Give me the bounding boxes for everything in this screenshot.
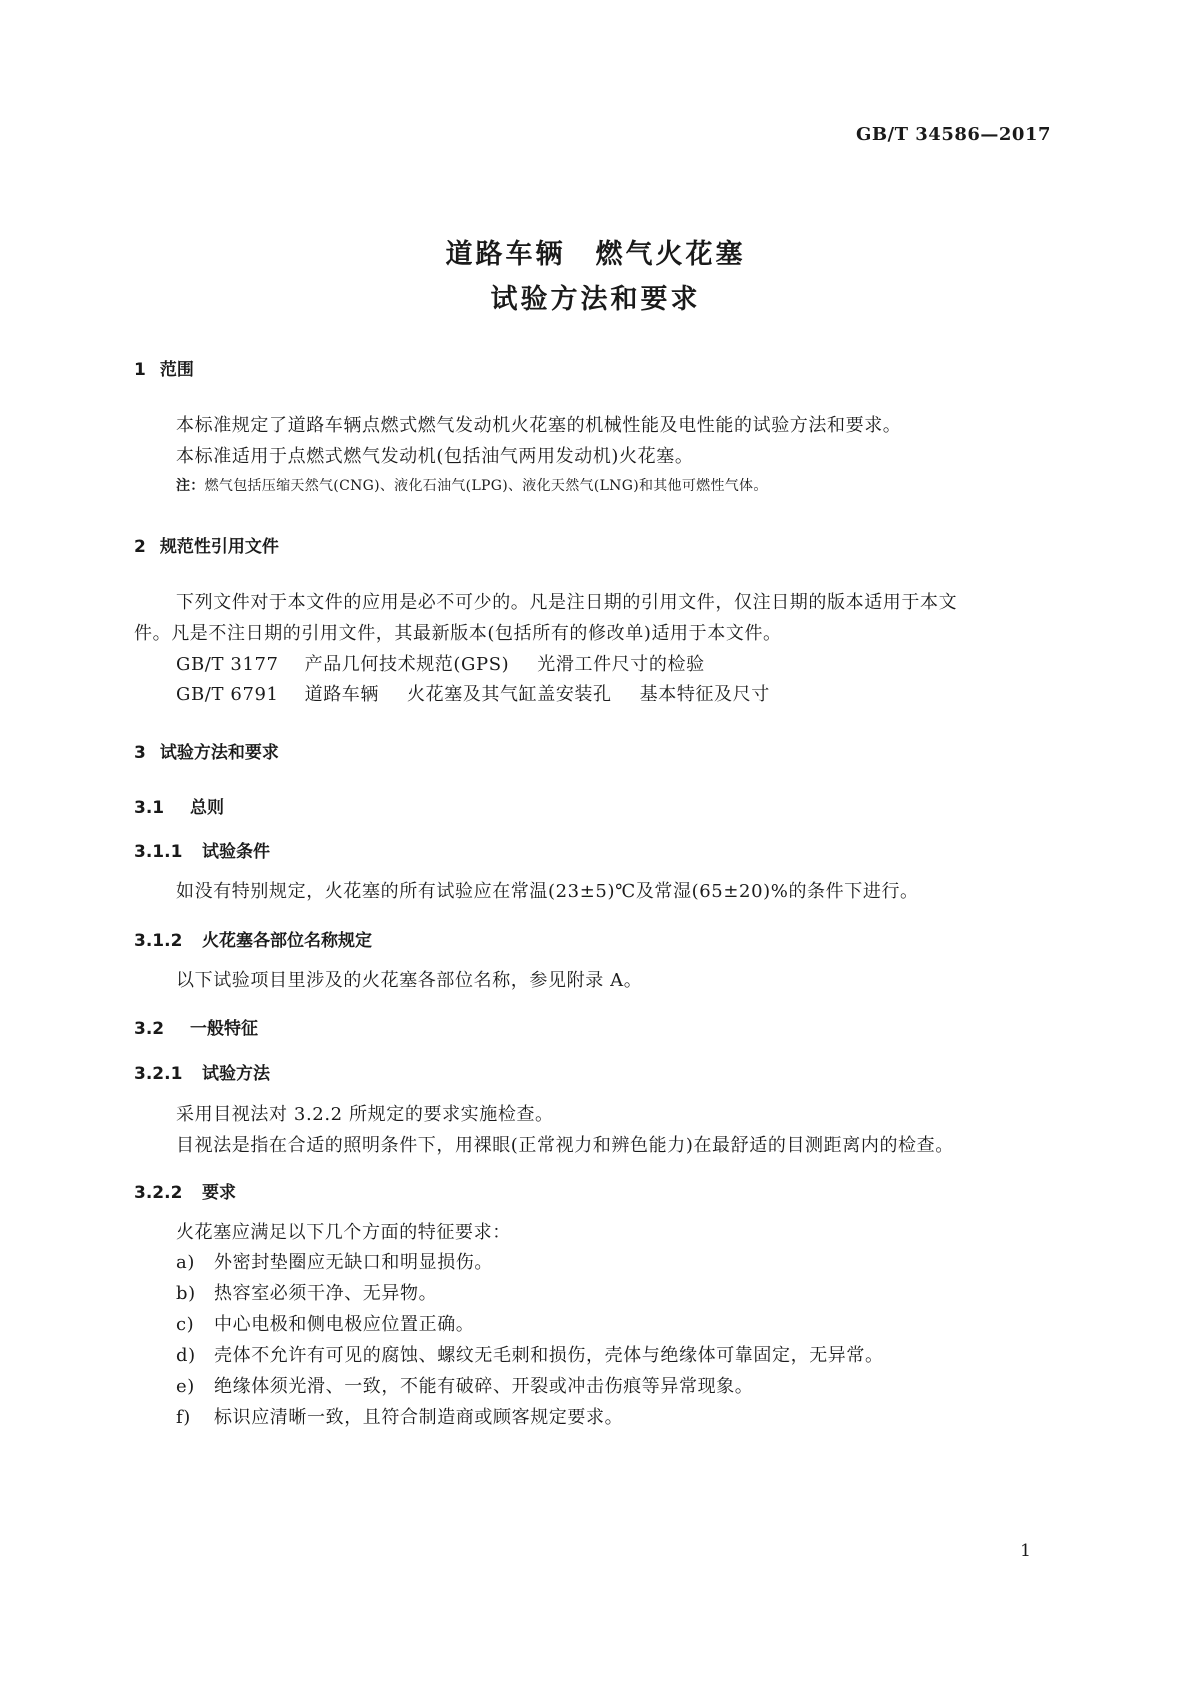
section-number: 3.2 (134, 1019, 165, 1039)
list-marker: f) (176, 1407, 191, 1428)
section-title: 总则 (190, 798, 224, 818)
section-number: 3.2.1 (134, 1064, 183, 1084)
document-title-line1: 道路车辆 燃气火花塞 (445, 239, 746, 270)
test-method-paragraph-1: 采用目视法对 3.2.2 所规定的要求实施检查。 (176, 1104, 554, 1125)
reference-code: GB/T 6791 (176, 684, 279, 705)
list-item-text: 壳体不允许有可见的腐蚀、螺纹无毛刺和损伤，壳体与绝缘体可靠固定，无异常。 (214, 1345, 884, 1366)
normative-ref-paragraph-line2: 件。凡是不注日期的引用文件，其最新版本(包括所有的修改单)适用于本文件。 (134, 623, 782, 644)
section-title: 火花塞各部位名称规定 (202, 931, 372, 951)
list-item (176, 1279, 437, 1305)
section-title: 要求 (202, 1183, 236, 1203)
section-heading-1 (134, 355, 194, 380)
section-number: 3.1.2 (134, 931, 183, 951)
list-item-text: 中心电极和侧电极应位置正确。 (214, 1314, 475, 1335)
section-heading-2 (134, 532, 279, 557)
list-item-text: 热容室必须干净、无异物。 (214, 1283, 438, 1304)
scope-paragraph-2: 本标准适用于点燃式燃气发动机(包括油气两用发动机)火花塞。 (176, 446, 694, 467)
reference-title-part: 基本特征及尺寸 (639, 684, 770, 705)
section-title: 范围 (159, 360, 194, 380)
list-marker: c) (176, 1314, 195, 1335)
section-heading-3-2-2 (134, 1178, 236, 1203)
section-number: 3.2.2 (134, 1183, 183, 1203)
note-text: 燃气包括压缩天然气(CNG)、液化石油气(LPG)、液化天然气(LNG)和其他可燃性气体。 (204, 478, 768, 494)
standard-code: GB/T 34586—2017 (855, 124, 1051, 145)
section-title: 试验方法和要求 (159, 743, 279, 763)
requirements-intro: 火花塞应满足以下几个方面的特征要求： (176, 1222, 511, 1243)
list-marker: b) (176, 1283, 196, 1304)
test-method-paragraph-2: 目视法是指在合适的照明条件下，用裸眼(正常视力和辨色能力)在最舒适的目测距离内的检查。 (176, 1135, 954, 1156)
section-number: 3.1 (134, 798, 165, 818)
note-label: 注： (176, 478, 205, 494)
page-number: 1 (1020, 1541, 1031, 1561)
section-heading-3-2 (134, 1014, 258, 1039)
reference-item (176, 680, 770, 706)
list-marker: a) (176, 1252, 195, 1273)
list-item (176, 1248, 493, 1274)
list-marker: e) (176, 1376, 195, 1397)
section-number: 2 (134, 537, 146, 557)
section-heading-3 (134, 738, 279, 763)
reference-title-part: 光滑工件尺寸的检验 (537, 654, 705, 675)
scope-paragraph-1: 本标准规定了道路车辆点燃式燃气发动机火花塞的机械性能及电性能的试验方法和要求。 (176, 415, 902, 436)
document-title-line2: 试验方法和要求 (490, 284, 701, 315)
section-heading-3-1 (134, 793, 224, 818)
section-heading-3-1-1 (134, 837, 270, 862)
list-item (176, 1341, 884, 1367)
reference-item (176, 650, 705, 676)
section-heading-3-2-1 (134, 1059, 270, 1084)
section-title: 规范性引用文件 (159, 537, 279, 557)
section-number: 3.1.1 (134, 842, 183, 862)
section-title: 试验方法 (202, 1064, 270, 1084)
section-title: 一般特征 (190, 1019, 258, 1039)
scope-note (176, 475, 768, 495)
reference-title-part: 火花塞及其气缸盖安装孔 (407, 684, 612, 705)
section-number: 1 (134, 360, 146, 380)
test-conditions-paragraph: 如没有特别规定，火花塞的所有试验应在常温(23±5)℃及常湿(65±20)%的条件下进行。 (176, 881, 919, 902)
list-item (176, 1372, 753, 1398)
reference-code: GB/T 3177 (176, 654, 279, 675)
list-item-text: 外密封垫圈应无缺口和明显损伤。 (214, 1252, 493, 1273)
list-marker: d) (176, 1345, 196, 1366)
list-item-text: 绝缘体须光滑、一致，不能有破碎、开裂或冲击伤痕等异常现象。 (214, 1376, 754, 1397)
list-item-text: 标识应清晰一致，且符合制造商或顾客规定要求。 (214, 1407, 624, 1428)
list-item (176, 1310, 474, 1336)
section-title: 试验条件 (202, 842, 270, 862)
reference-title-part: 产品几何技术规范(GPS) (304, 654, 510, 675)
list-item (176, 1403, 623, 1429)
section-heading-3-1-2 (134, 926, 372, 951)
reference-title-part: 道路车辆 (304, 684, 380, 705)
normative-ref-paragraph-line1: 下列文件对于本文件的应用是必不可少的。凡是注日期的引用文件，仅注日期的版本适用于本文 (176, 592, 958, 613)
part-names-paragraph: 以下试验项目里涉及的火花塞各部位名称，参见附录 A。 (176, 970, 643, 991)
section-number: 3 (134, 743, 146, 763)
